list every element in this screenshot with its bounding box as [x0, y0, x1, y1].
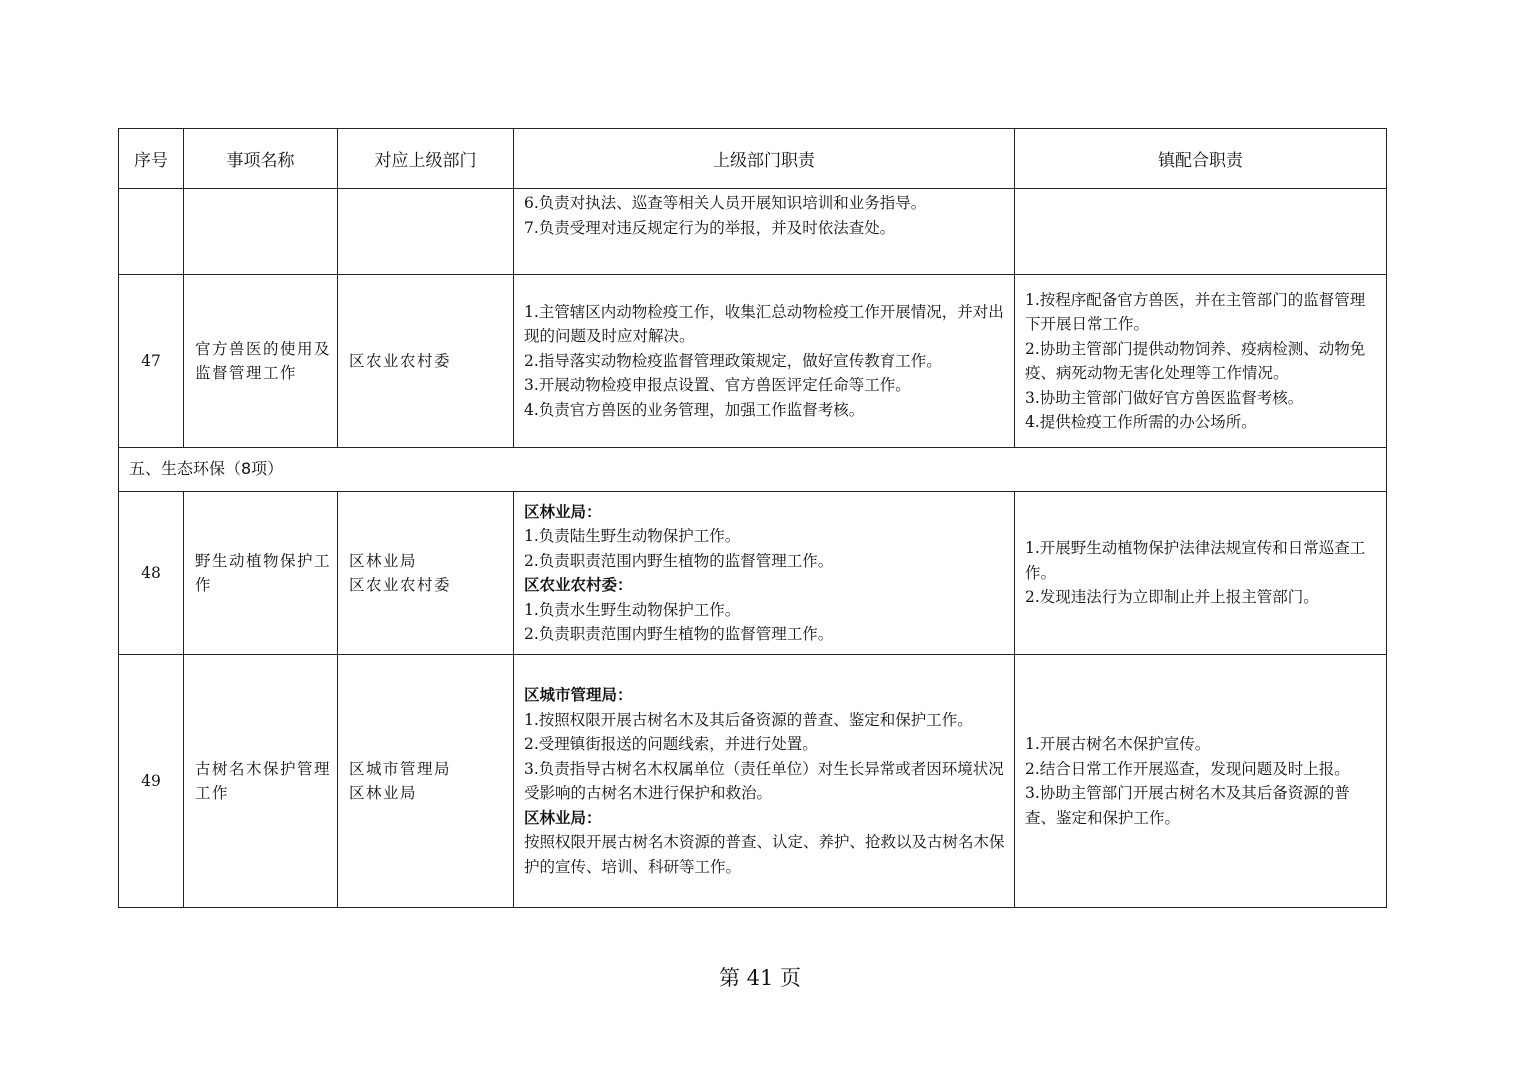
- page-number: 第 41 页: [718, 966, 802, 990]
- duty-table: [118, 128, 1387, 908]
- town-line: 2.协助主管部门提供动物饲养、疫病检测、动物免疫、病死动物无害化处理等工作情况。: [1025, 339, 1366, 382]
- header-dept: 对应上级部门: [338, 129, 514, 189]
- duty-line: 2.负责职责范围内野生植物的监督管理工作。: [524, 551, 834, 570]
- dept-cell: [338, 492, 514, 655]
- seq-cell: 48: [119, 492, 184, 655]
- duty-line: 1.主管辖区内动物检疫工作，收集汇总动物检疫工作开展情况，并对出现的问题及时应对解决。: [524, 302, 1004, 346]
- duty-line: 1.按照权限开展古树名木及其后备资源的普查、鉴定和保护工作。: [524, 710, 973, 729]
- dept-line: 区农业农村委: [349, 576, 452, 594]
- town-line: 2.发现违法行为立即制止并上报主管部门。: [1025, 588, 1319, 607]
- duty-line: 7.负责受理对违反规定行为的举报，并及时依法查处。: [524, 218, 896, 237]
- town-duty-cell: [1015, 492, 1387, 655]
- seq-cell: 47: [119, 275, 184, 448]
- duty-line: 3.负责指导古树名木权属单位（责任单位）对生长异常或者因环境状况受影响的古树名木进行保护和救治。: [524, 759, 1004, 802]
- duty-line: 3.开展动物检疫申报点设置、官方兽医评定任命等工作。: [524, 376, 911, 395]
- duty-line: 2.负责职责范围内野生植物的监督管理工作。: [524, 625, 834, 643]
- duty-line: 1.负责水生野生动物保护工作。: [524, 600, 741, 619]
- section-title: 五、生态环保（8项）: [119, 448, 1387, 492]
- duty-heading: 区农业农村委：: [524, 575, 633, 594]
- town-line: 3.协助主管部门开展古树名木及其后备资源的普查、鉴定和保护工作。: [1025, 784, 1350, 827]
- item-name-cell: 野生动植物保护工作: [184, 492, 338, 655]
- duty-line: 2.受理镇街报送的问题线索，并进行处置。: [524, 735, 818, 753]
- duty-heading: 区城市管理局：: [524, 685, 633, 704]
- header-item-name: 事项名称: [184, 129, 338, 189]
- dept-cell: [338, 655, 514, 908]
- town-line: 3.协助主管部门做好官方兽医监督考核。: [1025, 388, 1304, 407]
- cont-town-cell: [1015, 189, 1387, 275]
- dept-duty-cell: [514, 492, 1015, 655]
- table-row-continuation: [119, 189, 1387, 275]
- table-header-row: [119, 129, 1387, 189]
- town-line: 1.开展野生动植物保护法律法规宣传和日常巡查工作。: [1025, 539, 1366, 582]
- table-row-47: [119, 275, 1387, 448]
- duty-line: 4.负责官方兽医的业务管理，加强工作监督考核。: [524, 400, 865, 419]
- town-duty-cell: [1015, 275, 1387, 448]
- town-line: 4.提供检疫工作所需的办公场所。: [1025, 413, 1257, 431]
- table-row-49: [119, 655, 1387, 908]
- cont-dept-cell: [338, 189, 514, 275]
- cont-name-cell: [184, 189, 338, 275]
- duty-heading: 区林业局：: [524, 501, 602, 521]
- header-town-duty: 镇配合职责: [1015, 129, 1387, 189]
- item-name-cell: 官方兽医的使用及监督管理工作: [184, 275, 338, 448]
- seq-cell: 49: [119, 655, 184, 908]
- dept-duty-cell: [514, 655, 1015, 908]
- town-duty-cell: [1015, 655, 1387, 908]
- town-line: 1.开展古树名木保护宣传。: [1025, 735, 1211, 753]
- dept-line: 区城市管理局: [349, 759, 452, 778]
- table-row-48: [119, 492, 1387, 655]
- town-line: 2.结合日常工作开展巡查，发现问题及时上报。: [1025, 759, 1350, 778]
- cont-duty-cell: [514, 189, 1015, 275]
- dept-duty-cell: [514, 275, 1015, 448]
- section-row: [119, 448, 1387, 492]
- duty-line: 2.指导落实动物检疫监督管理政策规定，做好宣传教育工作。: [524, 351, 942, 370]
- dept-line: 区林业局: [349, 784, 418, 802]
- duty-line: 1.负责陆生野生动物保护工作。: [524, 527, 741, 545]
- duty-heading: 区林业局：: [524, 807, 602, 827]
- dept-cell: 区农业农村委: [338, 275, 514, 448]
- item-name-cell: 古树名木保护管理工作: [184, 655, 338, 908]
- cont-seq-cell: [119, 189, 184, 275]
- dept-line: 区林业局: [349, 551, 418, 570]
- duty-line: 6.负责对执法、巡查等相关人员开展知识培训和业务指导。: [524, 194, 927, 212]
- town-line: 1.按程序配备官方兽医，并在主管部门的监督管理下开展日常工作。: [1025, 290, 1366, 333]
- duty-line: 按照权限开展古树名木资源的普查、认定、养护、抢救以及古树名木保护的宣传、培训、科研等工作。: [524, 833, 1005, 876]
- header-seq: 序号: [119, 129, 184, 189]
- header-dept-duty: 上级部门职责: [514, 129, 1015, 189]
